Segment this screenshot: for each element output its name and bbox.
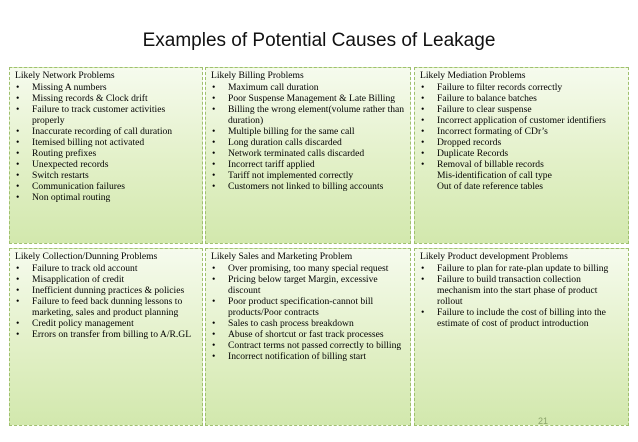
product-development-problems-box [414, 248, 629, 426]
collection-dunning-problems-box [9, 248, 203, 426]
list-item [15, 285, 198, 296]
list-item [420, 82, 624, 93]
list-item-text: Maximum call duration [228, 82, 319, 93]
list-item-text: Billing the wrong element(volume rather than duration) [228, 104, 405, 126]
list-item-text: Sales to cash process breakdown [228, 318, 354, 329]
bullet-icon: • [212, 340, 216, 351]
list-item [211, 137, 406, 148]
bullet-icon: • [212, 82, 216, 93]
bullet-icon: • [16, 263, 20, 274]
list-item-text: Switch restarts [32, 170, 89, 181]
list-item-text: Failure to build transaction collection mechanism into the start phase of product rollout [437, 274, 598, 307]
bullet-icon: • [212, 318, 216, 329]
list-item [420, 159, 624, 170]
sales-marketing-problems-box [205, 248, 411, 426]
bullet-icon: • [16, 181, 20, 192]
bullet-icon: • [212, 329, 216, 340]
box-title: Likely Collection/Dunning Problems [15, 251, 158, 262]
list-item-text: Duplicate Records [437, 148, 509, 159]
bullet-icon: • [421, 82, 425, 93]
list-item-text: Communication failures [32, 181, 125, 192]
list-item-text: Customers not linked to billing accounts [228, 181, 384, 192]
list-item-text: Failure to plan for rate-plan update to billing [437, 263, 609, 274]
bullet-icon: • [421, 159, 425, 170]
bullet-list [15, 82, 198, 203]
list-item [211, 126, 406, 137]
list-item-text: Failure to clear suspense [437, 104, 532, 115]
bullet-icon: • [212, 274, 216, 285]
bullet-icon: • [16, 329, 20, 340]
list-item [211, 274, 406, 296]
bullet-icon: • [16, 318, 20, 329]
bullet-icon: • [16, 274, 20, 285]
bullet-icon: • [212, 93, 216, 104]
bullet-icon: • [16, 159, 20, 170]
list-item-text: Failure to track customer activities properly [32, 104, 166, 126]
list-item-text: Over promising, too many special request [228, 263, 389, 274]
list-item-text: Poor Suspense Management & Late Billing [228, 93, 396, 104]
list-item [15, 126, 198, 137]
bullet-list [211, 263, 406, 362]
bullet-icon: • [16, 93, 20, 104]
list-item [15, 274, 198, 285]
list-item-text: Long duration calls discarded [228, 137, 342, 148]
bullet-icon: • [421, 263, 425, 274]
list-item [420, 115, 624, 126]
list-item-text: Misapplication of credit [32, 274, 125, 285]
bullet-list [420, 82, 624, 170]
list-item [211, 318, 406, 329]
list-item-text: Incorrect tariff applied [228, 159, 315, 170]
bullet-icon: • [421, 115, 425, 126]
list-item [15, 104, 198, 126]
bullet-list [420, 263, 624, 329]
list-item [420, 274, 624, 307]
list-item-text: Failure to feed back dunning lessons to marketing, sales and product planning [32, 296, 183, 318]
list-item [15, 181, 198, 192]
list-item-text: Incorrect formating of CDr’s [437, 126, 548, 137]
list-item [420, 126, 624, 137]
list-item [211, 82, 406, 93]
list-item [211, 104, 406, 126]
box-title: Likely Network Problems [15, 70, 115, 81]
list-item [211, 181, 406, 192]
list-continuation-text: Out of date reference tables [437, 181, 544, 192]
bullet-icon: • [421, 104, 425, 115]
page-number: 21 [537, 416, 548, 426]
bullet-icon: • [421, 137, 425, 148]
bullet-icon: • [16, 137, 20, 148]
list-item-text: Failure to balance batches [437, 93, 537, 104]
billing-problems-box [205, 67, 411, 244]
list-item-text: Routing prefixes [32, 148, 97, 159]
bullet-icon: • [16, 126, 20, 137]
list-item-text: Failure to filter records correctly [437, 82, 563, 93]
bullet-icon: • [212, 263, 216, 274]
list-item [420, 307, 624, 329]
bullet-icon: • [16, 104, 20, 115]
mediation-problems-box [414, 67, 629, 244]
list-item-text: Inaccurate recording of call duration [32, 126, 173, 137]
bullet-icon: • [421, 148, 425, 159]
list-item-text: Abuse of shortcut or fast track processes [228, 329, 384, 340]
list-item-text: Missing records & Clock drift [32, 93, 148, 104]
bullet-icon: • [16, 285, 20, 296]
list-item [420, 137, 624, 148]
list-item [15, 148, 198, 159]
list-item-text: Failure to track old account [32, 263, 138, 274]
list-item-text: Incorrect application of customer identifiers [437, 115, 606, 126]
list-item [211, 296, 406, 318]
box-title: Likely Billing Problems [211, 70, 304, 81]
bullet-icon: • [16, 192, 20, 203]
box-title: Likely Product development Problems [420, 251, 568, 262]
bullet-icon: • [212, 148, 216, 159]
list-item-text: Credit policy management [32, 318, 134, 329]
list-item [211, 340, 406, 351]
list-item-text: Tariff not implemented correctly [228, 170, 354, 181]
bullet-icon: • [421, 93, 425, 104]
bullet-icon: • [421, 274, 425, 285]
list-item [211, 159, 406, 170]
bullet-icon: • [212, 351, 216, 362]
list-item-text: Itemised billing not activated [32, 137, 145, 148]
list-item [211, 148, 406, 159]
list-item [15, 192, 198, 203]
bullet-icon: • [16, 170, 20, 181]
slide-title: Examples of Potential Causes of Leakage [142, 30, 496, 51]
list-item [420, 148, 624, 159]
list-item-text: Network terminated calls discarded [228, 148, 365, 159]
box-title: Likely Mediation Problems [420, 70, 526, 81]
list-item-text: Pricing below target Margin, excessive discount [228, 274, 378, 296]
bullet-icon: • [212, 137, 216, 148]
bullet-icon: • [16, 148, 20, 159]
bullet-icon: • [421, 307, 425, 318]
list-item [420, 104, 624, 115]
list-item-text: Unexpected records [32, 159, 109, 170]
list-item [15, 82, 198, 93]
list-item [15, 329, 198, 340]
list-item [211, 329, 406, 340]
list-item [211, 351, 406, 362]
bullet-list [211, 82, 406, 192]
bullet-icon: • [212, 104, 216, 115]
bullet-icon: • [421, 126, 425, 137]
bullet-icon: • [212, 181, 216, 192]
list-item-text: Errors on transfer from billing to A/R.GL [32, 329, 192, 340]
bullet-icon: • [212, 126, 216, 137]
box-title: Likely Sales and Marketing Problem [211, 251, 353, 262]
list-item [420, 263, 624, 274]
list-item-text: Multiple billing for the same call [228, 126, 355, 137]
list-item-text: Incorrect notification of billing start [228, 351, 366, 362]
bullet-icon: • [212, 159, 216, 170]
list-item-text: Missing A numbers [32, 82, 107, 93]
list-item [15, 318, 198, 329]
list-item-text: Removal of billable records [437, 159, 544, 170]
list-item [15, 296, 198, 318]
list-item [15, 159, 198, 170]
list-item-text: Failure to include the cost of billing into the estimate of cost of product introduction [437, 307, 606, 329]
list-item-text: Non optimal routing [32, 192, 111, 203]
list-item-text: Inefficient dunning practices & policies [32, 285, 185, 296]
list-item [15, 137, 198, 148]
network-problems-box [9, 67, 203, 244]
bullet-icon: • [16, 296, 20, 307]
list-item [15, 263, 198, 274]
list-item [420, 93, 624, 104]
list-item-text: Contract terms not passed correctly to billing [228, 340, 402, 351]
list-item [15, 93, 198, 104]
bullet-icon: • [212, 170, 216, 181]
list-item [15, 170, 198, 181]
list-item-text: Poor product specification-cannot bill products/Poor contracts [228, 296, 374, 318]
list-item [211, 93, 406, 104]
bullet-icon: • [212, 296, 216, 307]
list-item [211, 170, 406, 181]
list-item [211, 263, 406, 274]
list-item-text: Dropped records [437, 137, 502, 148]
bullet-icon: • [16, 82, 20, 93]
list-continuation-text: Mis-identification of call type [437, 170, 552, 181]
bullet-list [15, 263, 198, 340]
